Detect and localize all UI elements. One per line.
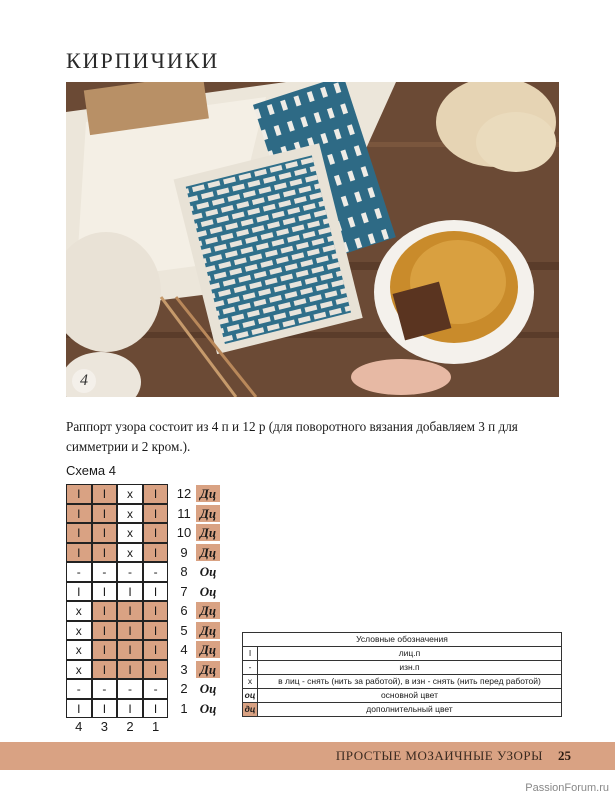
chart-cell: I <box>143 543 169 563</box>
chart-cell: I <box>117 699 143 719</box>
legend-row <box>243 675 561 689</box>
column-number: 4 <box>75 719 83 734</box>
row-color-label: Дц <box>196 661 220 678</box>
chart-cell: I <box>92 582 118 602</box>
legend-symbol: - <box>243 661 258 674</box>
legend-description: дополнительный цвет <box>366 704 453 714</box>
legend-row <box>243 703 561 716</box>
chart-cell: I <box>143 699 169 719</box>
chart-cell: I <box>117 601 143 621</box>
column-number: 3 <box>100 719 108 734</box>
chart-cell: x <box>117 484 143 504</box>
chart-cell: I <box>92 621 118 641</box>
row-number: 5 <box>180 622 188 638</box>
row-number: 1 <box>180 700 188 716</box>
legend-description: изн.п <box>399 662 420 672</box>
row-number: 9 <box>180 544 188 560</box>
legend-description: в лиц - снять (нить за работой), в изн - снять (нить перед работой) <box>278 676 541 686</box>
watermark: PassionForum.ru <box>525 782 609 794</box>
chart-cell: - <box>92 562 118 582</box>
legend-description: основной цвет <box>380 690 439 700</box>
legend-row <box>243 661 561 675</box>
chart-cell: I <box>143 582 169 602</box>
legend-row <box>243 647 561 661</box>
row-number: 4 <box>180 642 188 657</box>
chart-cell: - <box>117 562 143 582</box>
legend-description: лиц.п <box>398 648 421 658</box>
chart-cell: x <box>66 640 92 660</box>
chart-cell: I <box>117 660 143 680</box>
chart-cell: - <box>92 679 118 699</box>
chart-cell: - <box>66 562 92 582</box>
row-color-label: Дц <box>196 622 220 639</box>
chart-cell: I <box>143 504 169 524</box>
photo-knitted-samples <box>66 82 559 397</box>
row-number: 8 <box>180 564 188 579</box>
chart-cell: - <box>143 562 169 582</box>
legend-symbol: I <box>243 647 258 660</box>
column-number: 2 <box>126 719 134 734</box>
row-color-label: Оц <box>199 583 217 599</box>
row-number: 11 <box>177 505 191 521</box>
column-number: 1 <box>151 719 160 734</box>
chart-cell: I <box>66 582 92 602</box>
legend-symbol: x <box>243 675 258 688</box>
chart-cell: - <box>66 679 92 699</box>
page-title: КИРПИЧИКИ <box>66 48 220 73</box>
chart-cell: I <box>143 640 169 660</box>
chart-cell: I <box>143 601 169 621</box>
chart-cell: x <box>66 660 92 680</box>
chart-cell: x <box>117 504 143 524</box>
photo-illustration <box>66 82 559 397</box>
chart-cell: I <box>117 582 143 602</box>
chart-cell: I <box>143 484 169 504</box>
chart-cell: x <box>117 523 143 543</box>
chart-cell: I <box>92 543 118 563</box>
footer-bar <box>0 742 615 770</box>
footer-title: ПРОСТЫЕ МОЗАИЧНЫЕ УЗОРЫ <box>335 748 543 763</box>
chart-cell: x <box>117 543 143 563</box>
pattern-description: Раппорт узора состоит из 4 п и 12 р (для поворотного вязания добавляем 3 п для симметрии и 2 кром.). <box>66 419 518 454</box>
row-color-label: Дц <box>196 485 220 502</box>
chart-cell: I <box>92 640 118 660</box>
legend-symbol: дц <box>243 703 258 716</box>
row-color-label: Дц <box>196 641 220 658</box>
chart-cell: I <box>66 543 92 563</box>
chart-cell: I <box>92 523 118 543</box>
chart-cell: I <box>66 504 92 524</box>
row-color-label: Оц <box>199 681 217 696</box>
chart-cell: I <box>143 660 169 680</box>
chart-cell: I <box>92 699 118 719</box>
page-number: 25 <box>558 748 571 763</box>
chart-cell: I <box>92 504 118 524</box>
row-color-label: Дц <box>196 602 220 619</box>
scheme-title: Схема 4 <box>66 463 116 478</box>
chart-cell: I <box>92 601 118 621</box>
chart-cell: - <box>143 679 169 699</box>
chart-cell: I <box>66 484 92 504</box>
chart-cell: x <box>66 621 92 641</box>
chart-cell: I <box>143 523 169 543</box>
row-number: 10 <box>176 525 192 540</box>
chart-cell: I <box>117 640 143 660</box>
row-number: 12 <box>176 486 192 501</box>
row-color-label: Дц <box>196 505 220 522</box>
row-number: 6 <box>180 603 188 618</box>
row-color-label: Дц <box>196 524 220 541</box>
chart-cell: I <box>66 523 92 543</box>
chart-cell: - <box>117 679 143 699</box>
chart-cell: I <box>66 699 92 719</box>
row-color-label: Дц <box>196 544 220 561</box>
chart-cell: I <box>92 660 118 680</box>
chart-cell: I <box>143 621 169 641</box>
chart-cell: I <box>92 484 118 504</box>
row-number: 2 <box>180 681 188 696</box>
chart-cell: I <box>117 621 143 641</box>
chart-cell: x <box>66 601 92 621</box>
legend-symbol: оц <box>243 689 258 702</box>
legend-table <box>242 632 562 717</box>
photo-number-badge: 4 <box>72 369 96 393</box>
legend-row <box>243 689 561 703</box>
row-color-label: Оц <box>199 564 217 579</box>
row-number: 7 <box>180 583 188 599</box>
row-color-label: Оц <box>199 700 217 716</box>
legend-header: Условные обозначения <box>243 633 561 647</box>
row-number: 3 <box>180 661 188 677</box>
